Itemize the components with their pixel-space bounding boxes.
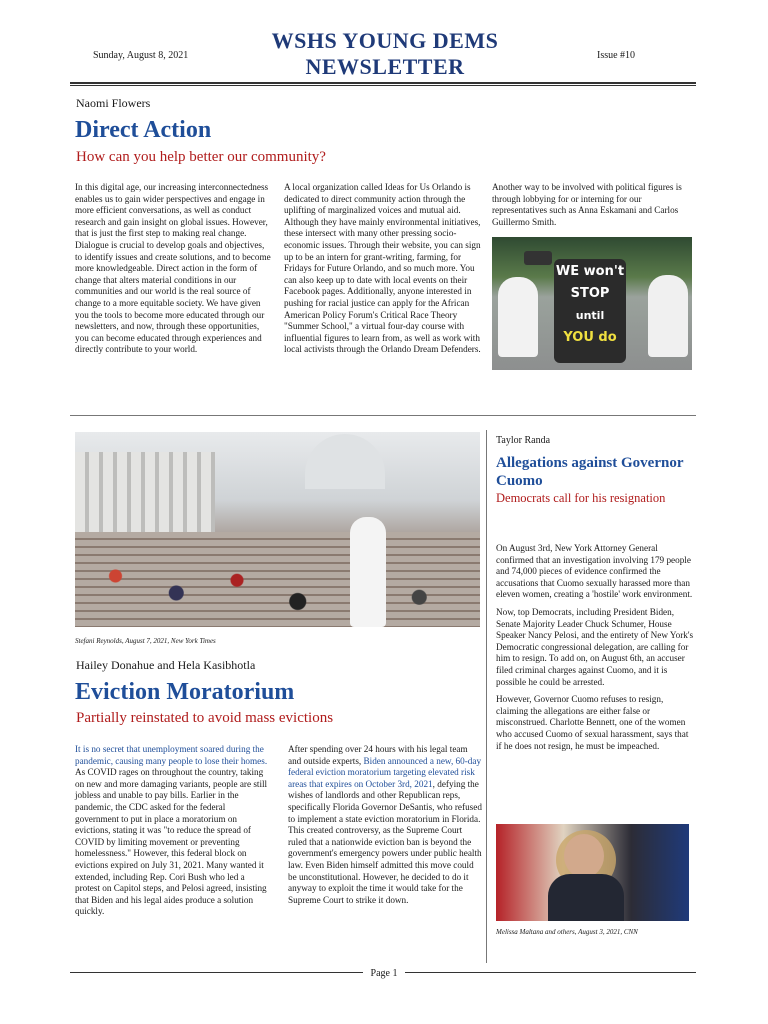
article-column [288, 744, 482, 912]
person-right [648, 275, 688, 357]
cuomo-photo [496, 824, 689, 921]
capitol-columns [75, 452, 215, 532]
article-author: Hailey Donahue and Hela Kasibhotla [76, 658, 256, 672]
article-title: Direct Action [75, 117, 212, 143]
body-text: After spending over 24 hours with his legal team and outside experts, [288, 744, 468, 766]
highlight-text: Biden announced a new, 60-day federal eviction moratorium targeting elevated risk areas that expires on October 3rd, 2021 [288, 755, 482, 789]
paragraph: Another way to be involved with political figures is through lobbying for or interning for our representatives such as Anna Eskamani and Carlos Guillermo Smith. [492, 182, 682, 227]
paragraph [75, 744, 271, 918]
paragraph: On August 3rd, New York Attorney General confirmed that an investigation involving 179 people and 74,000 pieces of evidence confirmed the accusations that Cuomo sexually harassed more than eleven women, creating a 'hostile' work environment. [496, 543, 693, 600]
article-author: Taylor Randa [496, 435, 551, 446]
header-divider-thin [70, 85, 696, 86]
issue-date: Sunday, August 8, 2021 [93, 50, 189, 61]
paragraph [288, 744, 482, 906]
issue-number: Issue #10 [597, 50, 636, 61]
title-line-1: WSHS YOUNG DEMS [271, 28, 499, 53]
capitol-dome [305, 434, 385, 489]
title-line-2: NEWSLETTER [305, 54, 465, 79]
article-column [284, 182, 482, 362]
header-divider [70, 82, 696, 84]
sign-line: STOP [570, 286, 610, 301]
paragraph: A local organization called Ideas for Us Orlando is dedicated to direct community action through the uplifting of marginalized voices and mutual aid. Although they have mainly environmental initiatives, these intersect with many other pressing socio-economic issues. Through their website, you can sign up to be an intern for grant-writing, farming, for Fridays for Future Orlando, and so much more. You can also keep up to date with local events on their Facebook pages. Additionally, anyone interested in pushing for racial justice can apply for the African American Policy Forum's Critical Race Theory "Summer School," a virtual four-day course with influential figures to learn from, as well as work with local activists through the Orlando Dream Defenders. [284, 182, 481, 355]
sign-line: YOU do [563, 330, 617, 345]
page-number-wrap [0, 968, 768, 979]
protest-photo [492, 237, 692, 370]
column-divider [486, 430, 487, 963]
article-column [492, 182, 692, 234]
highlight-text: It is no secret that unemployment soared during the pandemic, causing many people to lose their homes. [75, 744, 268, 766]
article-column [496, 543, 694, 758]
speaker-figure [350, 517, 386, 627]
face [564, 834, 604, 878]
article-subtitle: Partially reinstated to avoid mass evictions [76, 710, 334, 726]
body-text: As COVID rages on throughout the country, taking on new and more damaging variants, people are still jobless and unable to pay bills. Earlier in the pandemic, the CDC asked for the federal government to put in place a moratorium on evictions, stating it was "to reduce the spread of COVID by limiting movement or preventing homelessness." However, this federal block on evictions expired on July 31, 2021. Many wanted it extended, including Rep. Cori Bush who led a protest on Capitol steps, and Pelosi agreed, insisting that Biden and his legal aides produce a solution quickly. [75, 767, 268, 917]
article-column [75, 182, 273, 362]
person-left [498, 277, 538, 357]
article-subtitle: How can you help better our community? [76, 149, 326, 165]
protest-sign [554, 259, 626, 363]
paragraph: However, Governor Cuomo refuses to resign, claiming the allegations are either false or misconstrued. Charlotte Bennett, one of the women who accused Cuomo of sexual harassment, says that if he does not resign, he must be impeached. [496, 694, 689, 751]
sign-line: WE won't [555, 264, 625, 279]
newsletter-title [200, 28, 570, 80]
article-title: Eviction Moratorium [75, 679, 295, 705]
article-author: Naomi Flowers [76, 96, 151, 110]
page-number: Page 1 [363, 968, 406, 979]
suit [548, 874, 624, 921]
crowd [75, 542, 480, 627]
body-text: , defying the wishes of landlords and other Republican reps, specifically Florida Governor DeSantis, who refused to implement a state eviction moratorium in Florida. This created controversy, as the Supreme Court ruled that a nationwide eviction ban is beyond the government's emergency powers under public health law. Even Biden himself admitted this move could be unconstitutional. However, he decided to do it anyway to exploit the time it would take for the Supreme Court to strike it down. [288, 778, 482, 905]
paragraph: Now, top Democrats, including President Biden, Senate Majority Leader Chuck Schumer, House Speaker Nancy Pelosi, and the entirety of New York's Democratic congressional delegation, are calling for him to resign. To add on, on August 6th, an accuser filed criminal charges against Cuomo, and it is possible he could be arrested. [496, 606, 694, 687]
photo-caption: Melissa Maltana and others, August 3, 2021, CNN [496, 928, 638, 936]
article-column [75, 744, 271, 924]
car-shape [524, 251, 552, 265]
paragraph: In this digital age, our increasing interconnectedness enables us to gain wider perspectives and engage in more efficient conversations, as well as conduct research and gain insight on global issues. However, that is just the first step to making real change. Dialogue is crucial to develop goals and objectives, to identify issues and create solutions, and to become more knowledgeable. Direct action in the form of change that alters material conditions in our communities and our world is the real source of change to a more equitable society. We have given you the tools to become more educated through our newsletters, and now, through these opportunities, you can become educated through experiences and directly contribute to your world. [75, 182, 271, 355]
section-divider [70, 415, 696, 416]
sign-line: until [575, 309, 605, 322]
article-title: Allegations against Governor Cuomo [496, 455, 684, 489]
photo-caption: Stefani Reynolds, August 7, 2021, New York Times [75, 637, 216, 645]
article-subtitle: Democrats call for his resignation [496, 491, 666, 505]
capitol-photo [75, 432, 480, 627]
